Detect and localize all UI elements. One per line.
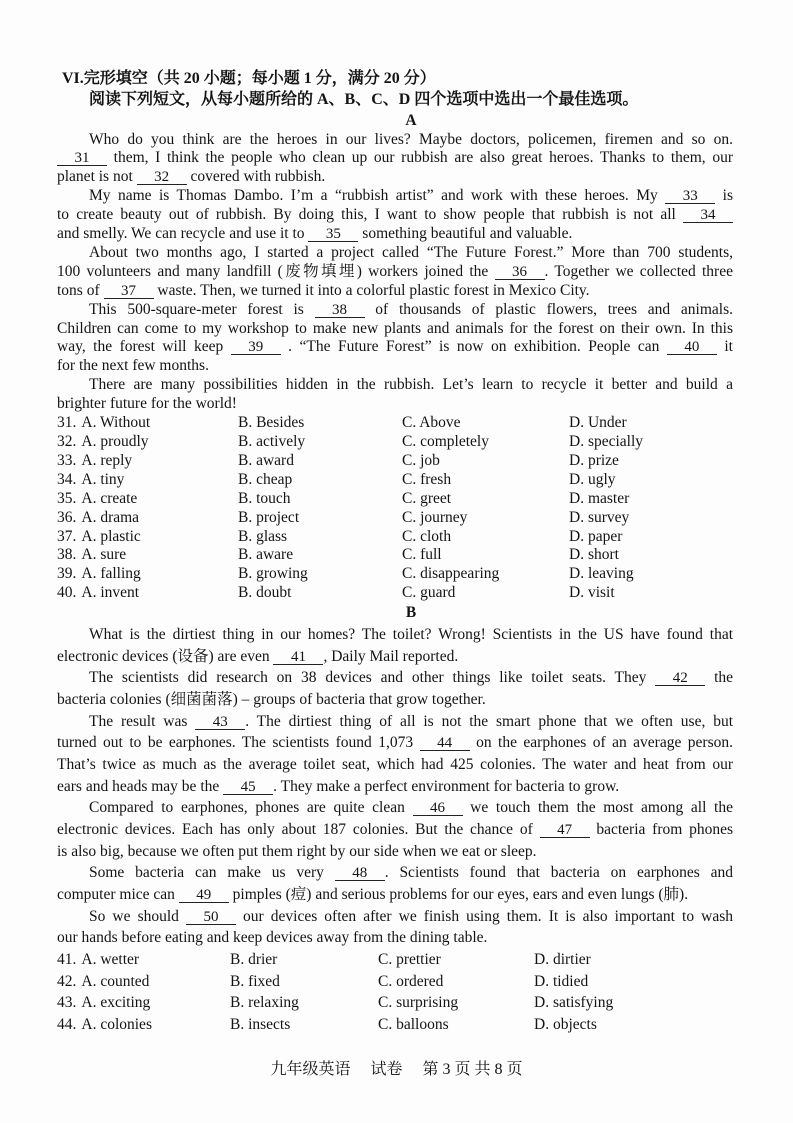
option-cell — [57, 992, 230, 1014]
option-cell — [230, 992, 378, 1014]
blank-46: 46 — [413, 801, 463, 816]
passage-a — [57, 110, 733, 604]
passage-b — [57, 602, 733, 1035]
option-cell — [402, 509, 569, 528]
option-a: A. invent — [81, 584, 140, 602]
option-cell — [230, 949, 378, 971]
option-cell — [238, 509, 402, 528]
option-a: A. drama — [81, 508, 140, 526]
option-cell — [57, 1014, 230, 1036]
line-text: . “The Future Forest” is now on exhibition. People can — [280, 338, 667, 356]
question-number: 34. — [57, 470, 77, 488]
option-cell — [569, 584, 733, 603]
blank-37: 37 — [104, 284, 154, 299]
option-d: D. objects — [534, 1015, 597, 1033]
option-cell — [57, 452, 238, 471]
paragraph-line — [57, 797, 733, 819]
line-text: . Scientists found that bacteria on earphones and — [384, 864, 733, 882]
option-cell — [57, 971, 230, 993]
line-text: for the next few months. — [57, 357, 209, 375]
paragraph-line — [57, 301, 733, 320]
question-39 — [57, 565, 733, 584]
paragraph-line — [57, 819, 733, 841]
option-a: A. create — [81, 489, 138, 507]
paragraph-line — [57, 357, 733, 376]
line-text: , Daily Mail reported. — [323, 647, 459, 665]
option-cell — [57, 433, 238, 452]
blank-43: 43 — [195, 715, 245, 730]
line-text: bacteria from phones — [589, 820, 734, 838]
question-number: 44. — [57, 1015, 77, 1033]
paragraph-line — [57, 320, 733, 339]
line-text: . Together we collected three — [544, 262, 733, 280]
option-cell — [378, 949, 534, 971]
option-cell — [230, 971, 378, 993]
option-b: B. Besides — [238, 414, 305, 432]
option-c: C. surprising — [378, 994, 459, 1012]
paragraph-line — [57, 862, 733, 884]
option-a: A. colonies — [81, 1015, 152, 1033]
option-cell — [238, 414, 402, 433]
blank-35: 35 — [308, 227, 358, 242]
option-cell — [534, 949, 733, 971]
option-b: B. touch — [238, 489, 291, 507]
option-cell — [569, 433, 733, 452]
line-text: About two months ago, I started a project called “The Future Forest.” More than 700 students, — [89, 243, 733, 261]
paragraph — [57, 906, 733, 949]
blank-34: 34 — [683, 208, 733, 223]
option-cell — [378, 992, 534, 1014]
line-text: ears and heads may be the — [57, 777, 224, 795]
line-text: planet is not — [57, 168, 137, 186]
blank-48: 48 — [335, 866, 385, 881]
paragraph-line — [57, 646, 733, 668]
question-31 — [57, 414, 733, 433]
option-b: B. aware — [238, 546, 294, 564]
option-cell — [57, 509, 238, 528]
option-cell — [238, 433, 402, 452]
blank-31: 31 — [57, 151, 107, 166]
blank-38: 38 — [315, 303, 365, 318]
question-number: 40. — [57, 584, 77, 602]
line-text: our devices often after we finish using them. It is also important to wash — [235, 907, 733, 925]
option-cell — [57, 471, 238, 490]
option-d: D. survey — [569, 508, 630, 526]
option-c: C. Above — [402, 414, 461, 432]
option-cell — [569, 509, 733, 528]
question-38 — [57, 546, 733, 565]
passage-label-b: B — [405, 604, 417, 621]
blank-45: 45 — [223, 780, 273, 795]
paragraph-line — [57, 906, 733, 928]
option-d: D. short — [569, 546, 619, 564]
question-number: 32. — [57, 433, 77, 450]
option-cell — [378, 1014, 534, 1036]
line-text: our hands before eating and keep devices away from the dining table. — [57, 929, 488, 947]
option-c: C. greet — [402, 489, 452, 507]
line-text: bacteria colonies (细菌菌落) – groups of bacteria that grow together. — [57, 690, 486, 708]
option-b: B. actively — [238, 433, 306, 450]
question-options — [57, 949, 733, 1036]
footer-subject: 九年级英语 — [270, 1061, 351, 1078]
line-text: . They make a perfect environment for bacteria to grow. — [273, 777, 620, 795]
question-number: 42. — [57, 972, 77, 990]
option-cell — [238, 452, 402, 471]
option-a: A. reply — [81, 451, 133, 469]
footer-paper-type: 试卷 — [370, 1061, 403, 1078]
option-a: A. Without — [81, 414, 151, 432]
line-text: on the earphones of an average person. — [469, 734, 733, 752]
option-b: B. insects — [230, 1015, 291, 1033]
option-d: D. paper — [569, 527, 623, 545]
option-a: A. falling — [81, 565, 141, 583]
option-cell — [238, 471, 402, 490]
question-43 — [57, 992, 733, 1014]
option-cell — [569, 565, 733, 584]
option-cell — [402, 584, 569, 603]
question-37 — [57, 528, 733, 547]
question-36 — [57, 509, 733, 528]
paragraph — [57, 244, 733, 301]
line-text: it — [716, 338, 733, 356]
option-a: A. tiny — [81, 470, 125, 488]
option-a: A. wetter — [81, 950, 140, 968]
line-text: covered with rubbish. — [186, 168, 326, 186]
footer-page-number: 第 3 页 共 8 页 — [422, 1061, 523, 1078]
option-c: C. ordered — [378, 972, 444, 990]
option-c: C. job — [402, 451, 440, 469]
option-cell — [230, 1014, 378, 1036]
paragraph-line — [57, 206, 733, 225]
blank-50: 50 — [186, 910, 236, 925]
line-text: electronic devices (设备) are even — [57, 647, 274, 665]
question-42 — [57, 971, 733, 993]
line-text: What is the dirtiest thing in our homes? The toilet? Wrong! Scientists in the US have found that — [89, 626, 733, 643]
paragraph — [57, 187, 733, 244]
line-text: My name is Thomas Dambo. I’m a “rubbish artist” and work with these heroes. My — [89, 187, 666, 205]
blank-33: 33 — [665, 189, 715, 204]
line-text: Compared to earphones, phones are quite clean — [89, 799, 413, 817]
option-c: C. full — [402, 546, 442, 564]
line-text: way, the forest will keep — [57, 338, 231, 356]
option-b: B. glass — [238, 527, 288, 545]
question-number: 35. — [57, 489, 77, 507]
option-c: C. completely — [402, 433, 489, 450]
line-text: Who do you think are the heroes in our lives? Maybe doctors, policemen, firemen and so on. — [89, 130, 733, 148]
paragraph-line — [57, 689, 733, 711]
option-cell — [569, 490, 733, 509]
option-cell — [402, 414, 569, 433]
line-text: the — [705, 669, 733, 687]
question-32 — [57, 433, 733, 452]
paragraph — [57, 711, 733, 798]
option-b: B. cheap — [238, 470, 293, 488]
blank-47: 47 — [540, 823, 590, 838]
paragraph-line — [57, 263, 733, 282]
line-text: computer mice can — [57, 885, 179, 903]
line-text: of thousands of plastic flowers, trees and animals. — [364, 300, 733, 318]
line-text: The result was — [89, 712, 196, 730]
option-b: B. award — [238, 451, 294, 469]
option-cell — [402, 546, 569, 565]
option-d: D. master — [569, 489, 630, 507]
option-a: A. counted — [81, 972, 150, 990]
option-d: D. tidied — [534, 972, 589, 990]
question-number: 43. — [57, 994, 77, 1012]
line-text: to create beauty out of rubbish. By doing this, I want to show people that rubbish is not all — [57, 206, 683, 224]
option-c: C. fresh — [402, 470, 452, 488]
option-cell — [569, 452, 733, 471]
option-cell — [569, 414, 733, 433]
option-cell — [238, 490, 402, 509]
paragraph — [57, 131, 733, 188]
paragraph-line — [57, 732, 733, 754]
blank-32: 32 — [137, 170, 187, 185]
option-a: A. exciting — [81, 994, 151, 1012]
line-text: and smelly. We can recycle and use it to — [57, 225, 309, 243]
line-text: There are many possibilities hidden in the rubbish. Let’s learn to recycle it better and build a — [89, 376, 733, 394]
page-footer — [0, 1060, 793, 1080]
paragraph-line — [57, 225, 733, 244]
paragraph-line — [57, 338, 733, 357]
option-cell — [57, 490, 238, 509]
line-text: pimples (痘) and serious problems for our eyes, ears and even lungs (肺). — [228, 885, 689, 903]
paragraph — [57, 797, 733, 862]
line-text: turned out to be earphones. The scientists found 1,073 — [57, 734, 420, 752]
option-c: C. cloth — [402, 527, 452, 545]
blank-39: 39 — [231, 340, 281, 355]
line-text: . The dirtiest thing of all is not the smart phone that we often use, but — [245, 712, 733, 730]
line-text: is also big, because we often put them right by our side when we eat or sleep. — [57, 842, 537, 860]
option-c: C. balloons — [378, 1015, 449, 1033]
option-d: D. dirtier — [534, 950, 591, 968]
blank-42: 42 — [655, 671, 705, 686]
paragraph-line — [57, 244, 733, 263]
line-text: them, I think the people who clean up our rubbish are also great heroes. Thanks to them, our — [107, 149, 733, 167]
section-header — [57, 68, 733, 110]
option-cell — [402, 471, 569, 490]
line-text: we touch them the most among all the — [462, 799, 733, 817]
paragraph-line — [57, 187, 733, 206]
question-number: 33. — [57, 451, 77, 469]
blank-49: 49 — [179, 888, 229, 903]
question-number: 31. — [57, 414, 77, 432]
option-b: B. relaxing — [230, 994, 299, 1012]
paragraph — [57, 862, 733, 905]
line-text: brighter future for the world! — [57, 395, 237, 413]
paragraph-line — [57, 624, 733, 646]
paragraph-line — [57, 776, 733, 798]
option-c: C. guard — [402, 584, 456, 602]
line-text: is — [715, 187, 733, 205]
option-c: C. journey — [402, 508, 468, 526]
option-cell — [569, 471, 733, 490]
line-text: The scientists did research on 38 devices and other things like toilet seats. They — [89, 669, 656, 687]
blank-41: 41 — [273, 650, 323, 665]
blank-40: 40 — [667, 340, 717, 355]
option-b: B. growing — [238, 565, 308, 583]
option-a: A. plastic — [81, 527, 141, 545]
question-number: 38. — [57, 546, 77, 564]
question-41 — [57, 949, 733, 971]
option-cell — [238, 546, 402, 565]
question-number: 36. — [57, 508, 77, 526]
option-d: D. leaving — [569, 565, 634, 583]
question-number: 41. — [57, 950, 77, 968]
option-cell — [402, 452, 569, 471]
line-text: That’s twice as much as the average toilet seat, which had 425 colonies. The water and heat from our — [57, 755, 733, 773]
line-text: Some bacteria can make us very — [89, 864, 335, 882]
option-b: B. fixed — [230, 972, 280, 990]
paragraph-line — [57, 168, 733, 187]
option-b: B. doubt — [238, 584, 292, 602]
paragraph-line — [57, 376, 733, 395]
option-cell — [569, 546, 733, 565]
option-cell — [238, 528, 402, 547]
option-cell — [534, 971, 733, 993]
passage-label-a: A — [405, 111, 417, 129]
option-d: D. ugly — [569, 470, 616, 488]
option-cell — [57, 528, 238, 547]
option-cell — [57, 414, 238, 433]
question-33 — [57, 452, 733, 471]
question-34 — [57, 471, 733, 490]
option-d: D. Under — [569, 414, 627, 432]
option-c: C. disappearing — [402, 565, 500, 583]
question-44 — [57, 1014, 733, 1036]
blank-36: 36 — [495, 265, 545, 280]
option-cell — [57, 565, 238, 584]
line-text: So we should — [89, 907, 186, 925]
paragraph — [57, 301, 733, 377]
option-cell — [57, 584, 238, 603]
option-cell — [402, 565, 569, 584]
paragraph-line — [57, 884, 733, 906]
option-a: A. sure — [81, 546, 127, 564]
option-cell — [378, 971, 534, 993]
paragraph — [57, 624, 733, 667]
option-cell — [238, 584, 402, 603]
paragraph-line — [57, 149, 733, 168]
line-text: something beautiful and valuable. — [358, 225, 573, 243]
option-cell — [534, 1014, 733, 1036]
option-cell — [402, 490, 569, 509]
option-cell — [57, 546, 238, 565]
line-text: Children can come to my workshop to make new plants and animals for the forest on their own. In this — [57, 319, 733, 337]
option-cell — [569, 528, 733, 547]
question-40 — [57, 584, 733, 603]
line-text: tons of — [57, 281, 104, 299]
option-d: D. satisfying — [534, 994, 614, 1012]
paragraph — [57, 376, 733, 414]
option-d: D. visit — [569, 584, 615, 602]
question-number: 37. — [57, 527, 77, 545]
option-cell — [57, 949, 230, 971]
line-text: waste. Then, we turned it into a colorful plastic forest in Mexico City. — [153, 281, 590, 299]
paragraph-line — [57, 131, 733, 150]
line-text: electronic devices. Each has only about 187 colonies. But the chance of — [57, 820, 540, 838]
question-number: 39. — [57, 565, 77, 583]
section-title: VI.完形填空（共 20 小题；每小题 1 分，满分 20 分） — [62, 70, 436, 87]
option-d: D. prize — [569, 451, 619, 469]
option-cell — [238, 565, 402, 584]
section-instruction: 阅读下列短文，从每小题所给的 A、B、C、D 四个选项中选出一个最佳选项。 — [89, 91, 639, 108]
question-35 — [57, 490, 733, 509]
paragraph-line — [57, 667, 733, 689]
paragraph-line — [57, 927, 733, 949]
option-c: C. prettier — [378, 950, 441, 968]
line-text: 100 volunteers and many landfill (废物填埋) workers joined the — [57, 262, 495, 280]
paragraph-line — [57, 754, 733, 776]
option-b: B. drier — [230, 950, 278, 968]
option-cell — [402, 528, 569, 547]
question-options — [57, 414, 733, 603]
paragraph — [57, 667, 733, 710]
option-d: D. specially — [569, 433, 644, 450]
line-text: This 500-square-meter forest is — [89, 300, 315, 318]
paragraph-line — [57, 711, 733, 733]
blank-44: 44 — [420, 736, 470, 751]
option-cell — [534, 992, 733, 1014]
option-b: B. project — [238, 508, 300, 526]
paragraph-line — [57, 395, 733, 414]
paragraph-line — [57, 282, 733, 301]
option-cell — [402, 433, 569, 452]
option-a: A. proudly — [81, 433, 149, 450]
paragraph-line — [57, 841, 733, 863]
